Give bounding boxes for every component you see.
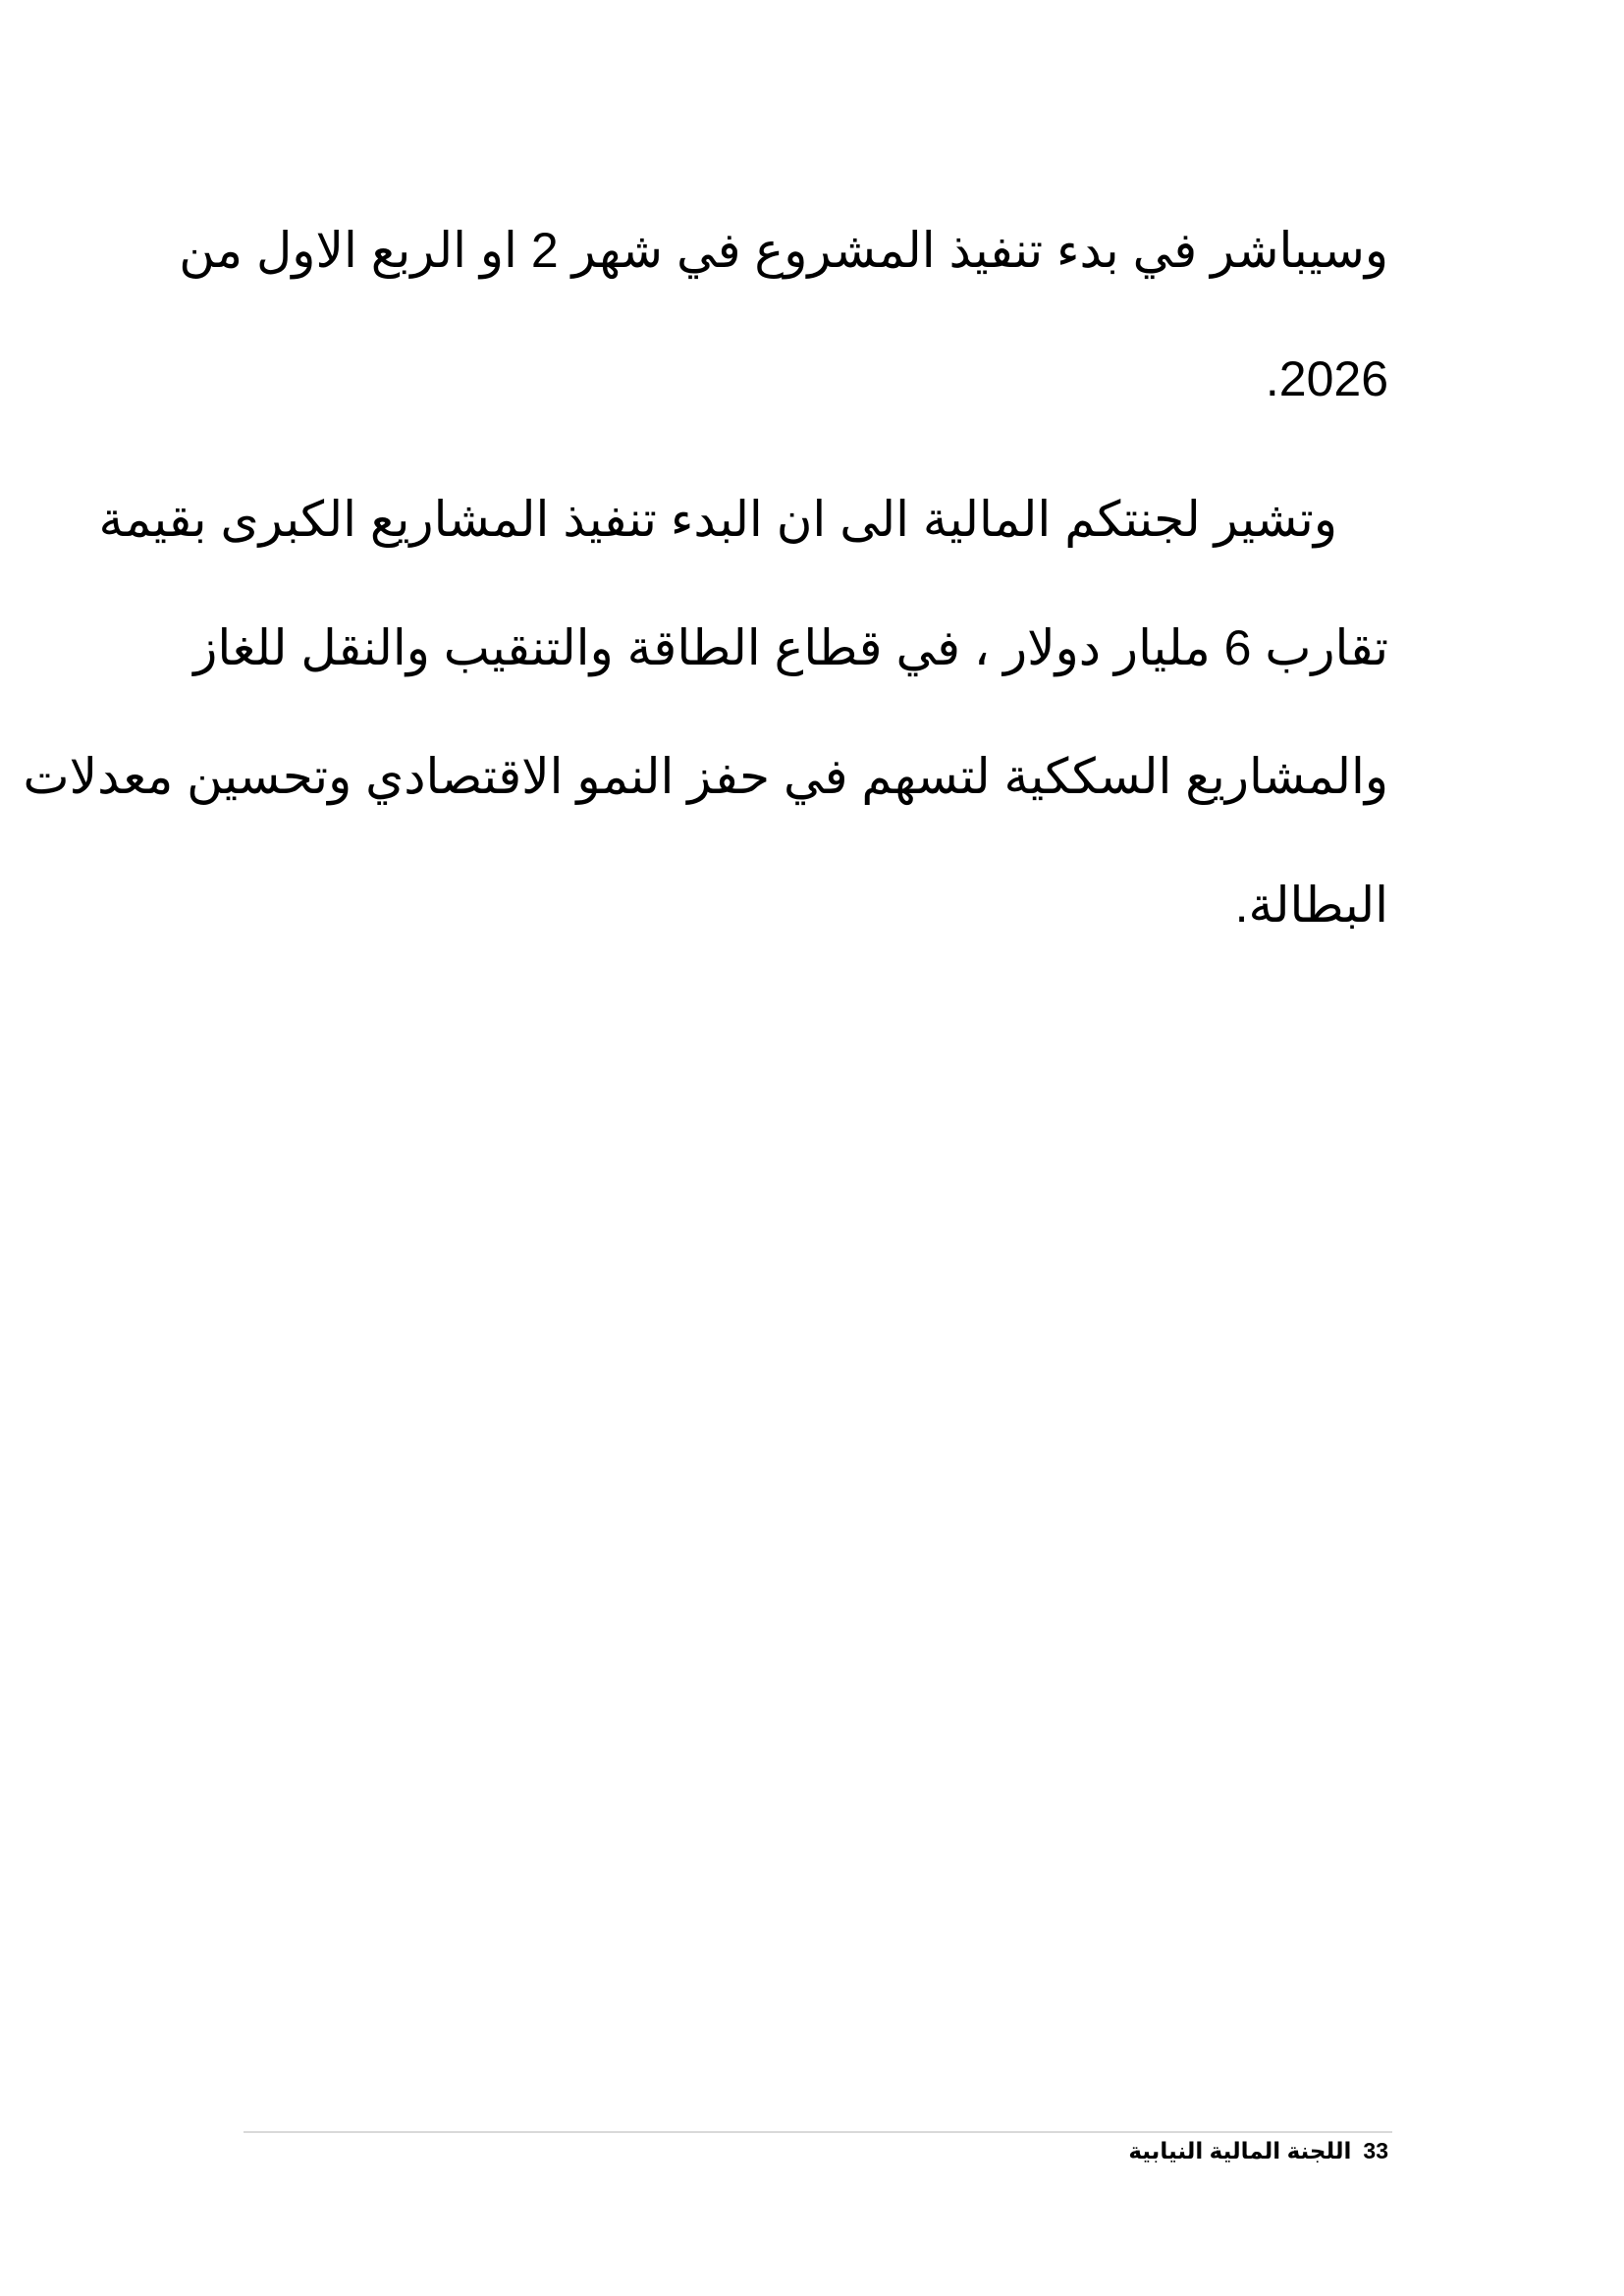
footer-divider: [244, 2131, 1392, 2133]
text-line: والمشاريع السككية لتسهم في حفز النمو الاقتصادي وتحسين معدلات: [23, 749, 1388, 804]
page-footer: [1128, 2138, 1388, 2164]
committee-name: اللجنة المالية النيابية: [1128, 2138, 1352, 2163]
document-body: [23, 187, 1388, 970]
text-line: وتشير لجنتكم المالية الى ان البدء تنفيذ المشاريع الكبرى بقيمة: [98, 492, 1337, 547]
text-line: 2026.: [1265, 351, 1388, 406]
paragraph-major-projects: [23, 455, 1388, 970]
paragraph-project-start: [179, 187, 1388, 444]
text-line: البطالة.: [1234, 878, 1388, 933]
text-line: وسيباشر في بدء تنفيذ المشروع في شهر 2 او الربع الاول من: [179, 223, 1388, 278]
text-line: تقارب 6 مليار دولار ، في قطاع الطاقة والتنقيب والنقل للغاز: [193, 620, 1388, 675]
page-number: 33: [1363, 2138, 1388, 2163]
